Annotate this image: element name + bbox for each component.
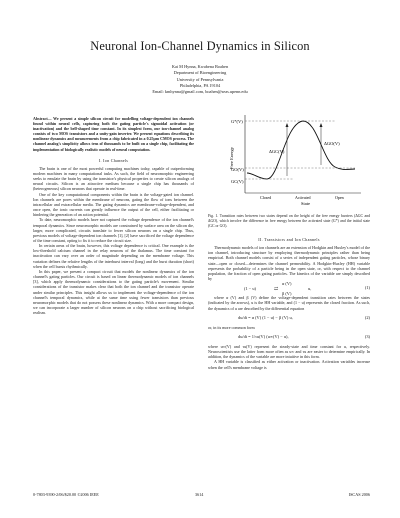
eq1-left: (1 − u) xyxy=(244,286,256,292)
dgc-label: ΔGC(V) xyxy=(269,149,285,154)
equation-2 xyxy=(208,311,370,325)
author-names: Kai M Hynna, Kwabena Boahen xyxy=(171,64,229,69)
affiliation-line: Philadelphia, PA 19104 xyxy=(179,82,221,88)
paper-title: Neuronal Ion-Channel Dynamics in Silicon xyxy=(90,39,310,53)
state-closed-label: Closed xyxy=(260,195,272,200)
eq1-right: u, xyxy=(308,286,312,292)
y-axis-label: Free Energy xyxy=(229,146,234,169)
equation-1 xyxy=(208,281,370,295)
paragraph: where α (V) and β (V) define the voltage-dependent transition rates between the states (indicated by the arrows), u is the HH variable, and (1 − u) represents the closed fraction. As such, the dynamics of u are described by the differential equation xyxy=(208,295,370,311)
state-activated-label: Activated xyxy=(295,195,311,200)
energy-barrier-figure xyxy=(225,113,365,206)
eq3-text: du/dt = 1/τu(V) (u∞(V) − u), xyxy=(238,333,289,339)
paragraph: In this paper, we present a compact circuit that models the nonlinear dynamics of the ion channel's gating particles. Our circuit is based on linear thermodynamic models of ion channels [3], which apply thermodynamic considerations to the gating particle's movement. Similar considerations of the transistor makes clear that both the ion channel and the transistor operate under similar principles. This insight allows us to implement the voltage-dependence of the ion channel's temporal dynamics, while at the same time using fewer transistors than previous neuromorphic models that do not possess these nonlinear dynamics. With a more compact design, we can incorporate a larger number of silicon neurons on a chip without sacrificing biological realism. xyxy=(33,268,194,316)
paragraph: Thermodynamic models of ion channels are an extension of Hodgkin and Huxley's model of the ion channel, introducing structure by employing thermodynamic principles rather than being empirical. Both channel models consist of a series of independent gating particles, whose binary state—open or closed—determines the channel permeability. A Hodgkin-Huxley (HH) variable represents the probability of a particle being in the open state, or, with respect to the channel population, the fraction of open gating particles. The kinetics of the variable are simply described by xyxy=(208,245,370,282)
dgo-label: ΔGO(V) xyxy=(324,141,340,146)
state-open-label: Open xyxy=(335,195,344,200)
eq3-number: (3) xyxy=(364,333,370,339)
gc-label: GC(V) xyxy=(231,179,244,184)
x-axis-label: State xyxy=(301,201,310,206)
paragraph: or, in its more common form xyxy=(208,324,255,330)
equation-3 xyxy=(208,330,370,344)
g-star-label: G*(V) xyxy=(231,119,243,124)
go-label: GO(V) xyxy=(231,167,244,172)
eq1-forward-rate: α (V) xyxy=(282,281,292,287)
footer-venue: ISCAS 2006 xyxy=(348,492,370,497)
eq2-text: du/dt = α (V) (1 − u) − β (V) u, xyxy=(238,314,293,320)
eq1-number: (1) xyxy=(364,285,370,291)
footer-copyright: 0-7803-9390-2/06/$20.00 ©2006 IEEE xyxy=(33,492,99,497)
author-block xyxy=(0,64,400,95)
affiliation-line: Department of Bioengineering xyxy=(173,70,227,76)
affiliation-line: University of Pennsylvania xyxy=(176,76,224,82)
eq1-arrows: ⇄ xyxy=(274,287,279,293)
section-heading: I. Ion Channels xyxy=(98,157,129,163)
eq1-backward-rate: β (V) xyxy=(282,291,292,297)
left-column xyxy=(33,116,194,315)
eq2-number: (2) xyxy=(364,314,370,320)
free-energy-curve xyxy=(247,121,355,179)
page-number: 3614 xyxy=(195,492,204,497)
paragraph: The brain is one of the most powerful computing machines today, capable of outperforming modern machines in many computational tasks. As such, the field of neuromorphic engineering seeks to emulate the brain by using the transistor's physical properties to create silicon analogs of neural circuits. Silicon is an attractive medium because a single chip has thousands of (heterogeneous) silicon neurons that operate in real-time. xyxy=(33,165,194,192)
figure-caption: Fig. 1. Transition rates between two states depend on the height of the free energy barriers (ΔGC and ΔGO), which involve the difference in free energy between the activated state (G*) and the initial state (GC or GO). xyxy=(208,214,370,228)
right-column xyxy=(208,237,370,370)
paragraph: In certain areas of the brain, however, this voltage dependence is critical. One example is the low-threshold calcium channel in the relay neurons of the thalamus. The time constant for inactivation can vary over an order of magnitude depending on the membrane voltage. This variation defines the relative lengths of the interburst interval (long) and the burst duration (short) when the cell bursts rhythmically. xyxy=(33,243,194,269)
author-email: Email: kmhynna@gmail.com, boahen@seas.upenn.edu xyxy=(152,89,248,95)
arrowhead xyxy=(286,123,289,127)
section-heading: II. Transistors and Ion Channels xyxy=(258,237,320,242)
abstract: Abstract— We present a simple silicon circuit for modelling voltage-dependent ion channels found within neural cells, capturing both the gating particle's sigmoidal activation (or inactivation) and the bell-shaped time constant. In its simplest form, our ion-channel analog consists of two MOS transistors and a unity-gain inverter. We present equations describing its nonlinear dynamics and measurements from a chip fabricated in a 0.25μm CMOS process. The channel analog's simplicity allows tens of thousands to be built on a single chip, facilitating the implementation of biologically realistic models of neural computation. xyxy=(33,116,194,152)
paragraph: To date, neuromorphic models have not captured the voltage dependence of the ion channel's temporal dynamics. Since neuromorphic models are constrained by surface area on the silicon die, larger, more complicated, circuits translate to fewer silicon neurons on a single chip. Thus, previous models of voltage-dependent ion channels [1], [2] have sacrificed the voltage dependence of the time constant, opting to fix it to reduce the circuit size. xyxy=(33,217,194,243)
paragraph: where u∞(V) and τu(V) represent the steady-state and time constant for u, respectively. Neuroscientists use the latter form more often as u∞ and τu are easier to determine empirically. In addition, the dynamics of the variable are more intuitive in this form. xyxy=(208,343,370,360)
paragraph: A HH variable is classified as either activation or inactivation. Activation variables increase when the cell's membrane voltage is xyxy=(208,359,370,370)
paragraph: One of the key computational components within the brain is the voltage-gated ion channel. Ion channels are pores within the membrane of neurons, gating the flow of ions between the intracellular and extracellular media. The gating dynamics are membrane-voltage-dependent, and once open, the ionic currents can greatly influence the output of the cell, either facilitating or hindering the generation of an action potential. xyxy=(33,191,194,218)
arrowhead xyxy=(320,123,323,127)
